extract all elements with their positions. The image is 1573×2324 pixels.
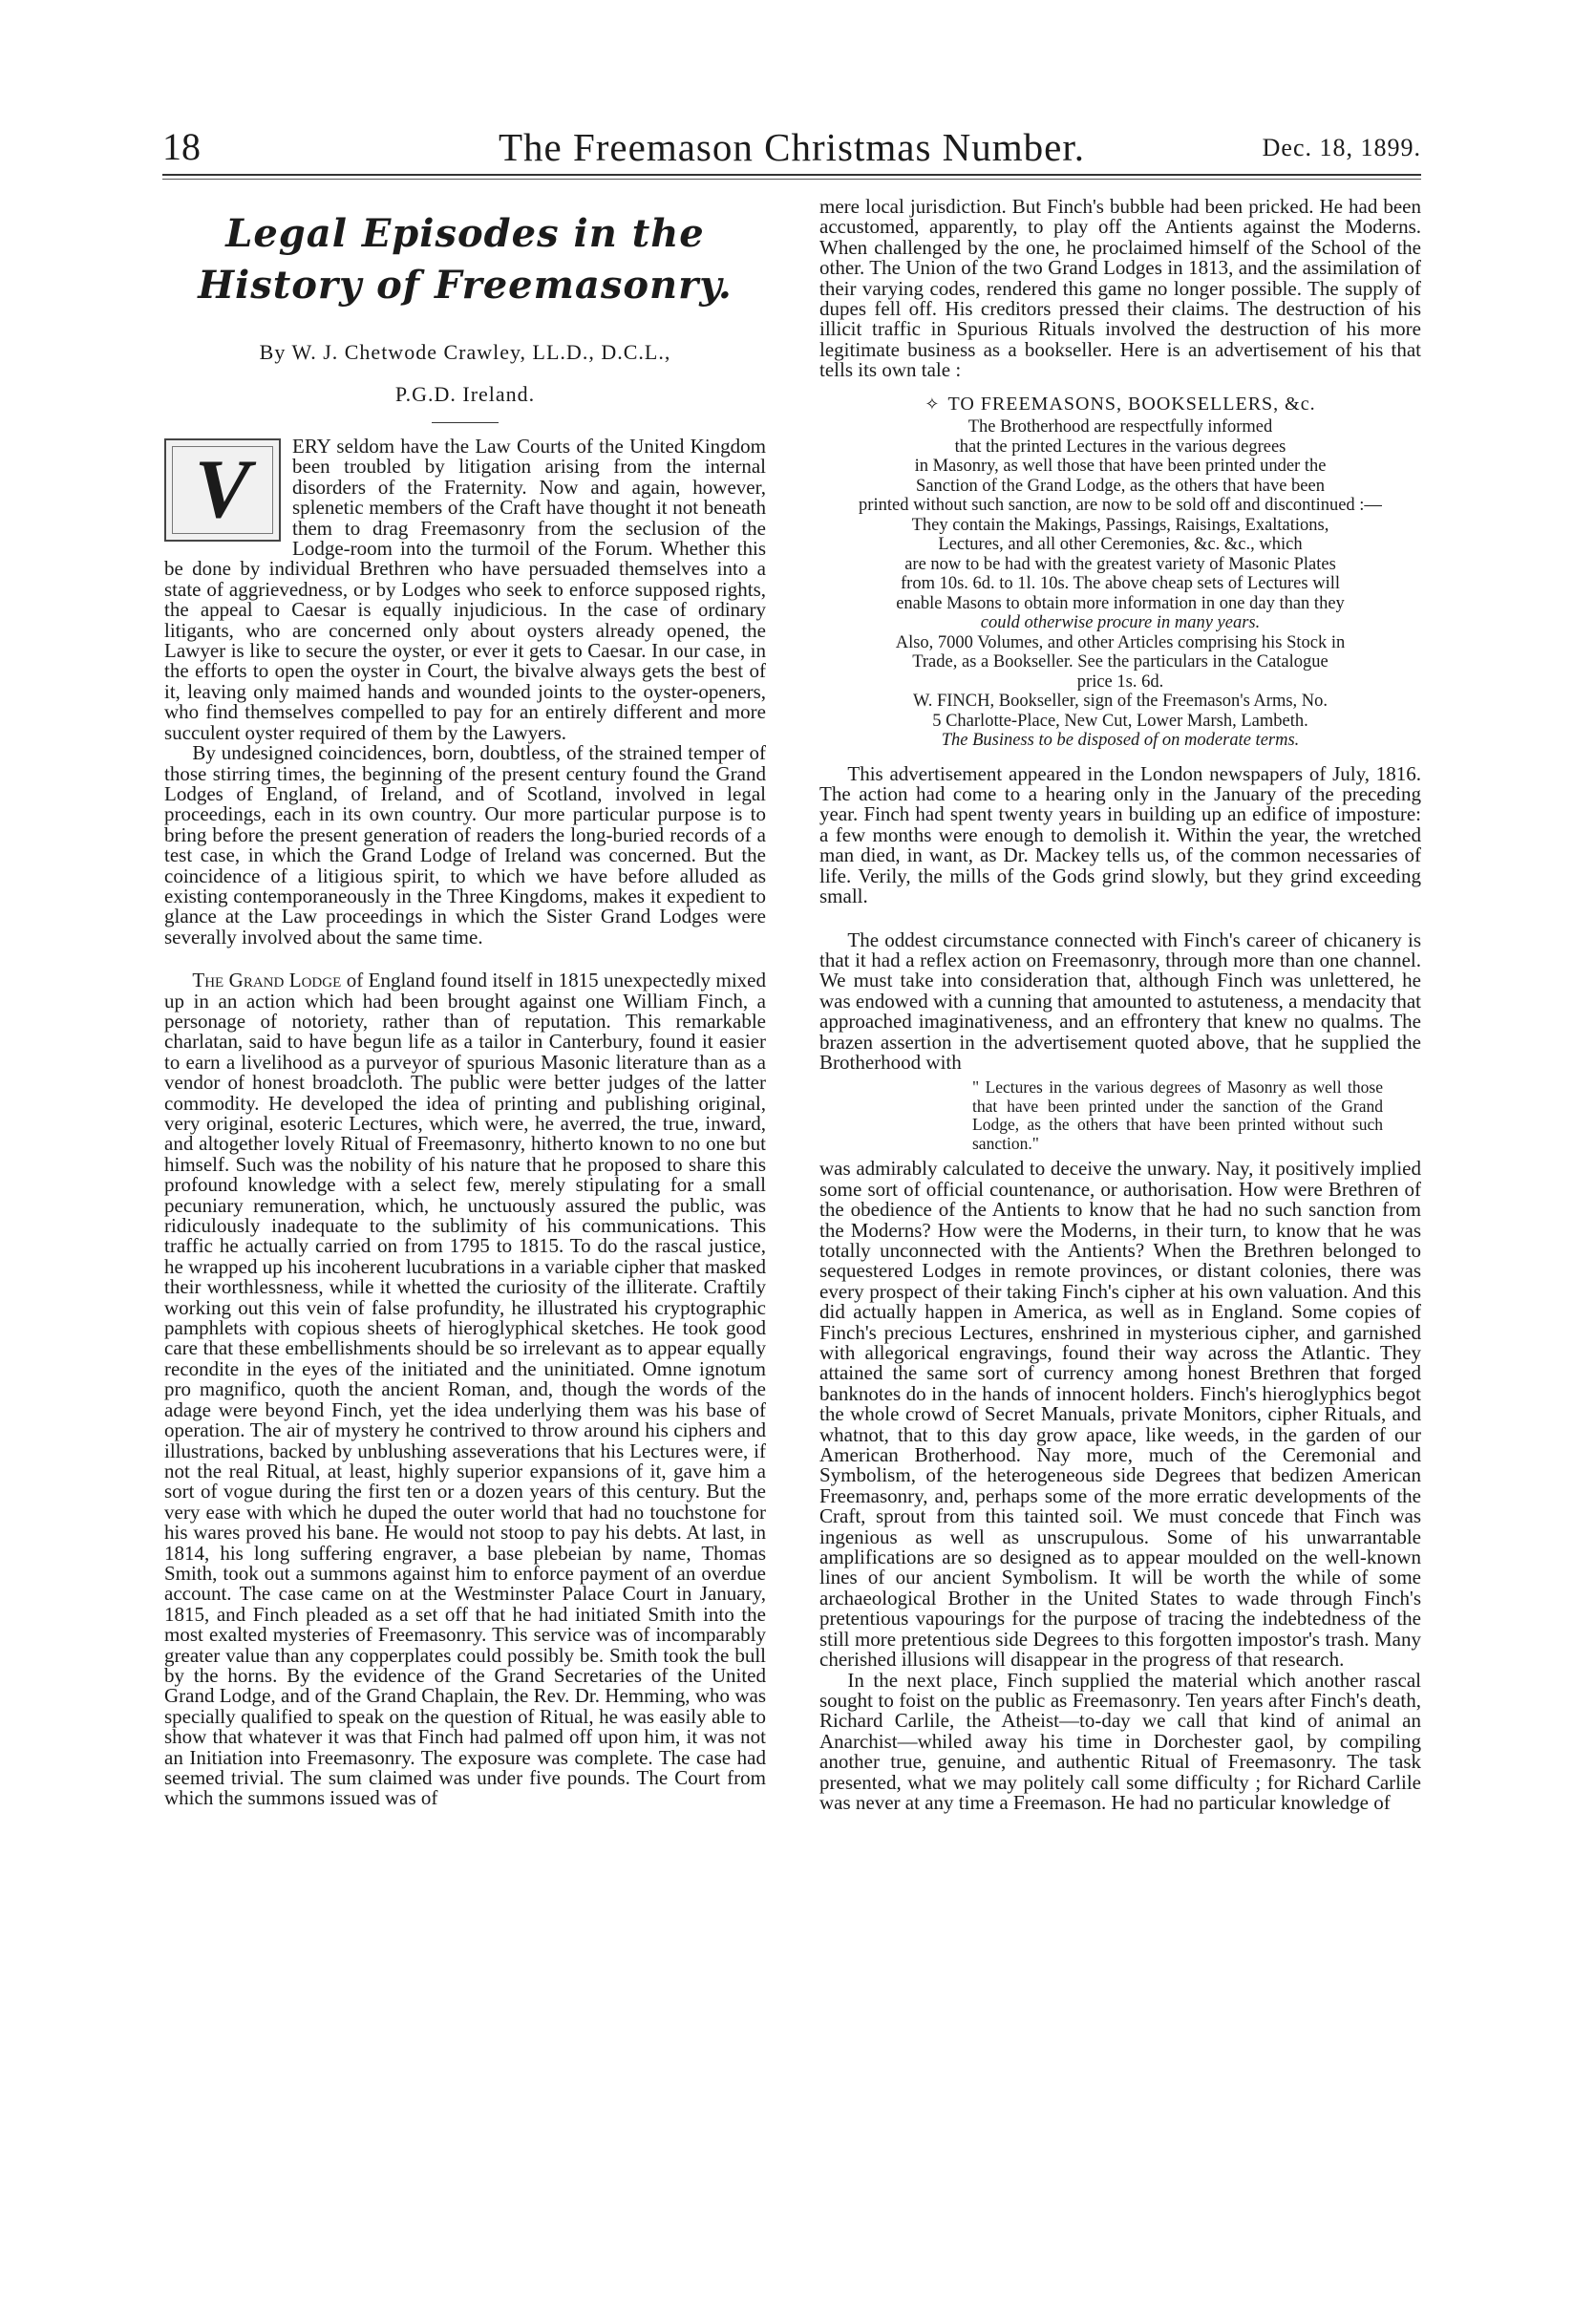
paragraph-text: ERY seldom have the Law Courts of the United Kingdom been troubled by litigation arising from the internal disorders of the Fraternity. Now and again, however, splenetic members of the Craft have thought it not beneath them to drag Freemasonry from the seclusion of the Lodge-room into the turmoil of the Forum. Whether this be done by individual Brethren who have persuaded themselves into a state of aggrievedness, or by Lodges who seek to enforce supposed rights, the appeal to Caesar is equally injudicious. In the case of ordinary litigants, who are concerned only about oysters already opened, the Lawyer is like to secure the oyster, or ever it gets to Caesar. In our case, in the efforts to open the oyster in Court, the bivalve always gets the best of it, leaving only maimed hands and wounded joints to the oyster-openers, who find themselves compelled to pay for an entirely different and more succulent oyster required of them by the Lawyers.: [164, 435, 766, 744]
paragraph-grand-lodge-england: [164, 970, 766, 1809]
left-column: [164, 197, 766, 1809]
advertisement-line: They contain the Makings, Passings, Raisings, Exaltations,: [911, 515, 1329, 535]
paragraph-opening: [164, 437, 766, 743]
advertisement-line: Sanction of the Grand Lodge, as the others that have been: [916, 476, 1325, 496]
article-title: Legal Episodes in the History of Freemasonry.: [198, 211, 733, 308]
paragraph-deceive-unwary: was admirably calculated to deceive the unwary. Nay, it positively implied some sort of official countenance, or authorisation. How were Brethren of the obedience of the Antients to know that he had no such sanction from the Moderns? How were the Moderns, in their turn, to know that he was totally unconnected with the Antients? When the Brethren belonged to sequestered Lodges in remote provinces, or distant colonies, there was every prospect of their taking Finch's cipher at his own valuation. And this did actually happen in America, as well as in England. Some copies of Finch's precious Lectures, enshrined in mysterious cipher, and garnished with allegorical engravings, found their way across the Atlantic. They attained the same sort of currency among honest Brethren that forged banknotes do in the hands of innocent holders. Finch's hieroglyphics begot the whole crowd of Secret Manuals, private Monitors, cipher Rituals, and whatnot, that to this day grow apace, like weeds, in the garden of our American Brotherhood. Nay more, much of the Ceremonial and Symbolism, of the heterogeneous side Degrees that bedizen American Freemasonry, and, perhaps some of the more erratic developments of the Craft, sprout from this tainted soil. We must concede that Finch was ingenious as well as unscrupulous. Some of his unwarrantable amplifications are so designed as to appear moulded on the well-known lines of our ancient Symbolism. It will be worth the while of some archaeological Brother in the United States to wade through Finch's pretentious vapourings for the purpose of tracing the indebtedness of the still more pretentious side Degrees to this forgotten impostor's trash. Many cherished illusions will disappear in the progress of that research.: [819, 1157, 1421, 1672]
advertisement-line: enable Masons to obtain more information in one day than they: [896, 593, 1345, 613]
title-divider: [432, 422, 499, 423]
advertisement-line: 5 Charlotte-Place, New Cut, Lower Marsh, Lambeth.: [932, 711, 1308, 731]
advertisement-heading: ✧ TO FREEMASONS, BOOKSELLERS, &c.: [925, 393, 1316, 415]
page-number: 18: [162, 125, 201, 168]
paragraph-carlile: In the next place, Finch supplied the material which another rascal sought to foist on the public as Freemasonry. Ten years after Finch's death, Richard Carlile, the Atheist—to-day we call that kind of animal an Anarchist—whiled away his time in Dorchester gaol, by compiling another true, genuine, and authentic Ritual of Freemasonry. The task presented, what we may politely call some difficulty ; for Richard Carlile was never at any time a Freemason. He had no particular knowledge of: [819, 1668, 1421, 1814]
advertisement-line: printed without such sanction, are now to be sold off and discontinued :—: [859, 496, 1382, 516]
advertisement-line: Also, 7000 Volumes, and other Articles comprising his Stock in: [895, 632, 1346, 652]
advertisement-line: from 10s. 6d. to 1l. 10s. The above cheap sets of Lectures will: [901, 574, 1340, 594]
paragraph-advertisement-appeared: This advertisement appeared in the London newspapers of July, 1816. The action had come to a hearing only in the January of the preceding year. Finch had spent twenty years in building up an edifice of imposture: a few months were enough to demolish it. Within the year, the wretched man died, in want, as Dr. Mackey tells us, of the common necessaries of life. Verily, the mills of the Gods grind slowly, but they grind exceeding small.: [819, 761, 1421, 908]
advertisement-line: W. FINCH, Bookseller, sign of the Freemason's Arms, No.: [912, 692, 1329, 712]
publication-title: The Freemason Christmas Number.: [498, 125, 1085, 169]
byline-rank: P.G.D. Ireland.: [394, 382, 536, 406]
header-rule: [162, 174, 1421, 176]
issue-date: Dec. 18, 1899.: [1262, 134, 1421, 161]
paragraph-coincidences: By undesigned coincidences, born, doubtless, of the strained temper of those stirring times, the beginning of the present century found the Grand Lodges of England, of Ireland, and of Scotland, involved in legal proceedings, each in its own country. Our more particular purpose is to bring before the present generation of readers the long-buried records of a test case, in which the Grand Lodge of Ireland was concerned. But the coincidence of a litigious spirit, to which we have before alluded as existing contemporaneously in the Three Kingdoms, makes it expedient to glance at the Law proceedings in which the Sister Grand Lodges were severally involved about the same time.: [164, 741, 766, 949]
paragraph-jurisdiction: mere local jurisdiction. But Finch's bubble had been pricked. He had been accustomed, apparently, to play off the Antients against the Moderns. When challenged by the one, he proclaimed himself of the School of the other. The Union of the two Grand Lodges in 1813, and the assimilation of their varying codes, rendered this game no longer possible. The supply of dupes fell off. His creditors pressed their claims. The destruction of his illicit traffic in Spurious Rituals involved the destruction of his more legitimate business as a bookseller. Here is an advertisement of his that tells its own tale :: [819, 195, 1421, 382]
advertisement-line: that the printed Lectures in the various degrees: [954, 437, 1286, 457]
drop-cap-letter: V: [194, 443, 251, 536]
byline-author: By W. J. Chetwode Crawley, LL.D., D.C.L.,: [259, 340, 671, 364]
advertisement-line: The Business to be disposed of on moderate terms.: [941, 731, 1300, 751]
advertisement-line: could otherwise procure in many years.: [980, 613, 1261, 633]
drop-cap-ornament: [164, 438, 281, 542]
page-header: [162, 124, 1421, 174]
paragraph-lead: The Grand Lodge: [192, 969, 342, 992]
right-column: [819, 197, 1421, 1813]
advertisement-line: are now to be had with the greatest variety of Masonic Plates: [904, 554, 1336, 574]
advertisement-line: price 1s. 6d.: [1076, 672, 1164, 692]
paragraph-text: of England found itself in 1815 unexpectedly mixed up in an action which had been brought against one William Finch, a personage of notoriety, rather than of reputation. This remarkable charlatan, said to have begun life as a tailor in Canterbury, found it easier to earn a livelihood as a purveyor of spurious Masonic literature than as a vendor of honest broadcloth. The public were better judges of the latter commodity. He developed the idea of printing and publishing original, very original, esoteric Lectures, which were, he averred, the true, inward, and altogether lovely Ritual of Freemasonry, hitherto known to no one but himself. Such was the nobility of his nature that he proposed to share this profound knowledge with a select few, merely stipulating for a small pecuniary remuneration, which, he unctuously assured the public, was ridiculously inadequate to the sublimity of his communications. This traffic he actually carried on from 1795 to 1815. To do the rascal justice, he wrapped up his incoherent lucubrations in a variable cipher that masked their worthlessness, while it whetted the curiosity of the illiterate. Craftily working out this vein of false profundity, he illustrated his cryptographic pamphlets with copious sheets of hieroglyphical sketches. He took good care that these embellishments should be so irrelevant as to appear equally recondite in the eyes of the initiated and the uninitiated. Omne ignotum pro magnifico, quoth the ancient Roman, and, though the words of the adage were beyond Finch, yet the idea underlying them was his base of operation. The air of mystery he contrived to throw around his ciphers and illustrations, backed by unblushing asseverations that his Lectures were, if not the real Ritual, at least, highly superior expansions of it, gave him a sort of vogue during the first ten or a dozen years of this century. But the very ease with which he duped the outer world that had no touchstone for his wares proved his bane. He would not stoop to pay his debts. At last, in 1814, his long suffering engraver, a base plebeian by name, Thomas Smith, took out a summons against him to enforce payment of an overdue account. The case came on at the Westminster Palace Court in January, 1815, and Finch pleaded as a set off that he had initiated Smith into the most exalted mysteries of Freemasonry. This service was of incomparably greater value than any copperplates could possibly be. Smith took the bull by the horns. By the evidence of the Grand Secretaries of the United Grand Lodge, and of the Grand Chaplain, the Rev. Dr. Hemming, who was specially qualified to speak on the question of Ritual, he was easily able to show that whatever it was that Finch had palmed off upon him, it was not an Initiation into Freemasonry. The exposure was complete. The case had seemed trivial. The sum claimed was under five pounds. The Court from which the summons issued was of: [164, 969, 766, 1810]
advertisement-line: Lectures, and all other Ceremonies, &c. &c., which: [938, 535, 1303, 555]
ornament-icon: ✧: [925, 394, 941, 414]
paragraph-oddest-circumstance: The oddest circumstance connected with Finch's career of chicanery is that it had a reflex action on Freemasonry, through more than one channel. We must take into consideration that, although Finch was unlettered, he was endowed with a cunning that amounted to astuteness, a mendacity that approached imaginativeness, and an effrontery that knew no qualms. The brazen assertion in the advertisement quoted above, that he supplied the Brotherhood with: [819, 927, 1421, 1074]
advertisement-line: The Brotherhood are respectfully informed: [967, 417, 1273, 437]
finch-advertisement: [819, 394, 1421, 751]
advertisement-line: in Masonry, as well those that have been printed under the: [914, 457, 1327, 477]
header-rule-thin: [162, 179, 1421, 180]
advertisement-line: Trade, as a Bookseller. See the particulars in the Catalogue: [912, 652, 1329, 672]
block-quote: " Lectures in the various degrees of Masonry as well those that have been printed under the sanction of the Grand Lodge, as the others that have been printed without such sanction.": [972, 1077, 1383, 1153]
